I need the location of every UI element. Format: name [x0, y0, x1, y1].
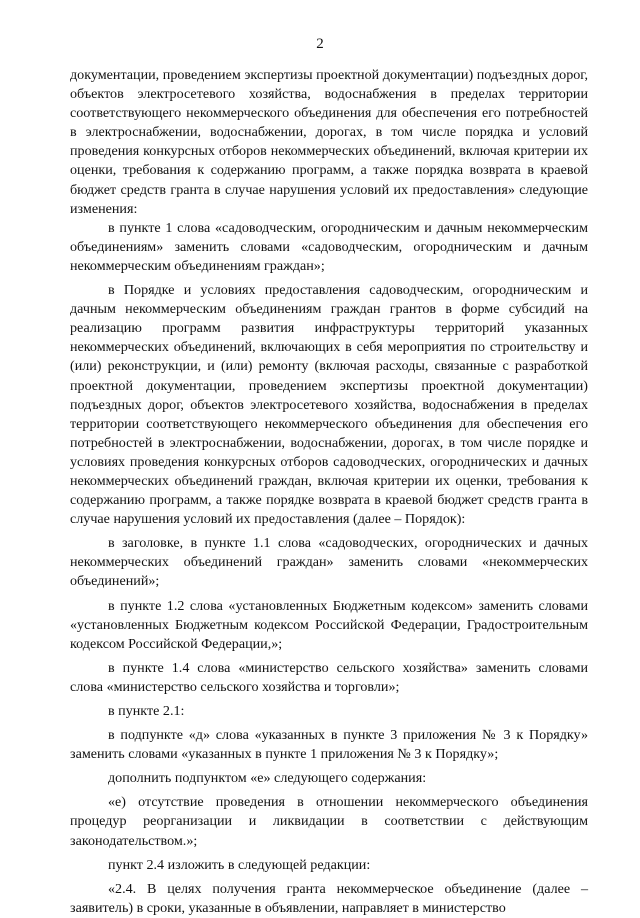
paragraph: «2.4. В целях получения гранта некоммерческое объединение (далее – заявитель) в сроки, указанные в объявлении, направляет в министерство: [70, 880, 588, 916]
paragraph: в пункте 1.2 слова «установленных Бюджетным кодексом» заменить словами «установленных Бюджетным кодексом Российской Федерации, Градостроительным кодексом Российской Федерации,»;: [70, 597, 588, 652]
document-body: [70, 66, 588, 918]
paragraph: в пункте 1.4 слова «министерство сельского хозяйства» заменить словами слова «министерство сельского хозяйства и торговли»;: [70, 659, 588, 695]
paragraph: пункт 2.4 изложить в следующей редакции:: [108, 856, 371, 873]
paragraph: дополнить подпунктом «е» следующего содержания:: [108, 770, 427, 787]
paragraph: в пункте 2.1:: [108, 703, 185, 719]
paragraph: в заголовке, в пункте 1.1 слова «садоводческих, огороднических и дачных некоммерческих объединений граждан» заменить словами «некоммерческих объединений»;: [70, 535, 588, 590]
paragraph: документации, проведением экспертизы проектной документации) подъездных дорог, объектов электросетевого хозяйства, водоснабжения в пределах территории соответствующего некоммерческого объединения для обеспечения его потребностей в электроснабжении, водоснабжении, дорогах, в том числе порядка и условий проведения конкурсных отборов некоммерческих объединений, включая критерии их оценки, требования к содержанию программ, а также порядка возврата в краевой бюджет средств гранта в случае нарушения условий их предоставления» следующие изменения:: [70, 67, 588, 217]
paragraph: в пункте 1 слова «садоводческим, огородническим и дачным некоммерческим объединениям» заменить словами «садоводческим, огородническим и дачным некоммерческим объединениям граждан»;: [70, 219, 588, 274]
paragraph: «е) отсутствие проведения в отношении некоммерческого объединения процедур реорганизации и ликвидации в соответствии с действующим законодательством.»;: [70, 794, 588, 849]
paragraph: в Порядке и условиях предоставления садоводческим, огородническим и дачным некоммерческим объединениям граждан грантов в форме субсидий на реализацию программ развития инфраструктуры территорий указанных некоммерческих объединений, включающих в себя мероприятия по строительству и (или) реконструкции, и (или) ремонту (включая расходы, связанные с разработкой проектной документации, проведением экспертизы проектной документации) подъездных дорог, объектов электросетевого хозяйства, водоснабжения в пределах территории соответствующего некоммерческого объединения для обеспечения его потребностей в электроснабжении, водоснабжении, дорогах, в том числе порядке и условиях проведения конкурсных отборов садоводческих, огороднических и дачных некоммерческих объединений граждан, включая критерии их оценки, требования к содержанию программ, а также порядке возврата в краевой бюджет средств гранта в случае нарушения условий их предоставления (далее – Порядок):: [70, 282, 588, 528]
page-number: 2: [316, 36, 324, 52]
paragraph: в подпункте «д» слова «указанных в пункте 3 приложения № 3 к Порядку» заменить словами «указанных в пункте 1 приложения № 3 к Порядку»;: [70, 727, 588, 763]
